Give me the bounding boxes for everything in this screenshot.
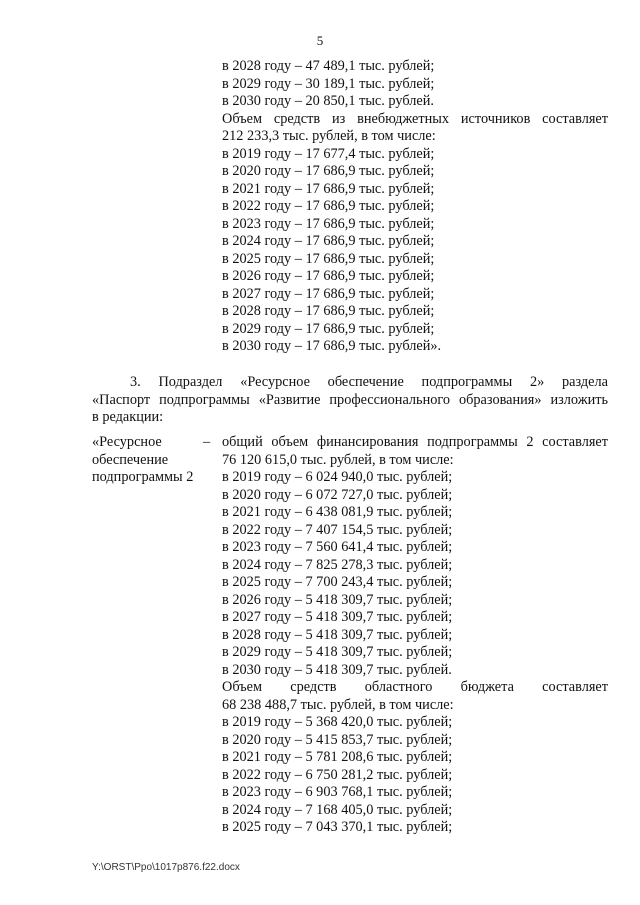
- funding-line: в 2030 году – 5 418 309,7 тыс. рублей.: [222, 661, 452, 678]
- funding-line: в 2019 году – 17 677,4 тыс. рублей;: [222, 145, 435, 162]
- regional-budget-amount: 68 238 488,7 тыс. рублей, в том числе:: [222, 696, 454, 713]
- funding-line: в 2022 году – 6 750 281,2 тыс. рублей;: [222, 766, 453, 783]
- funding-line: в 2030 году – 17 686,9 тыс. рублей».: [222, 338, 442, 354]
- funding-line: в 2024 году – 7 168 405,0 тыс. рублей;: [222, 801, 453, 818]
- resource-values-column: [222, 434, 608, 837]
- extrabudgetary-total: 212 233,3 тыс. рублей, в том числе:: [222, 128, 436, 144]
- funding-line: в 2024 году – 17 686,9 тыс. рублей;: [222, 233, 435, 249]
- funding-line: в 2026 году – 17 686,9 тыс. рублей;: [222, 268, 435, 284]
- extrabudgetary-heading: Объем средств из внебюджетных источников составляет: [222, 110, 608, 127]
- funding-line: в 2021 году – 17 686,9 тыс. рублей;: [222, 180, 435, 197]
- funding-line: в 2023 году – 6 903 768,1 тыс. рублей;: [222, 784, 453, 800]
- funding-line: в 2022 году – 7 407 154,5 тыс. рублей;: [222, 521, 453, 538]
- funding-line: в 2021 году – 6 438 081,9 тыс. рублей;: [222, 504, 453, 520]
- dash-separator: –: [203, 434, 211, 450]
- funding-line: в 2020 году – 5 415 853,7 тыс. рублей;: [222, 731, 453, 748]
- funding-line: в 2027 году – 5 418 309,7 тыс. рублей;: [222, 609, 453, 625]
- funding-line: в 2019 году – 5 368 420,0 тыс. рублей;: [222, 714, 453, 730]
- paragraph-3: [92, 374, 608, 427]
- funding-line: в 2029 году – 30 189,1 тыс. рублей;: [222, 75, 435, 92]
- total-funding-amount: 76 120 615,0 тыс. рублей, в том числе:: [222, 451, 454, 468]
- funding-line: в 2027 году – 17 686,9 тыс. рублей;: [222, 285, 435, 302]
- file-path-footer: Y:\ORST\Ppo\1017p876.f22.docx: [92, 862, 240, 873]
- funding-line: в 2026 году – 5 418 309,7 тыс. рублей;: [222, 591, 453, 608]
- funding-line: в 2025 году – 17 686,9 тыс. рублей;: [222, 250, 435, 267]
- funding-line: в 2029 году – 17 686,9 тыс. рублей;: [222, 320, 435, 337]
- funding-line: в 2030 году – 20 850,1 тыс. рублей.: [222, 93, 434, 109]
- total-funding-heading: общий объем финансирования подпрограммы 2 составляет: [222, 434, 608, 450]
- resource-label-line: «Ресурсное: [92, 434, 162, 450]
- paragraph-3-line: 3. Подраздел «Ресурсное обеспечение подпрограммы 2» раздела: [130, 374, 608, 390]
- resource-label-line: подпрограммы 2: [92, 469, 194, 485]
- funding-line: в 2028 году – 47 489,1 тыс. рублей;: [222, 58, 435, 74]
- paragraph-3-line: в редакции:: [92, 409, 164, 425]
- funding-line: в 2028 году – 5 418 309,7 тыс. рублей;: [222, 626, 453, 643]
- page-number: 5: [316, 33, 324, 48]
- funding-line: в 2020 году – 6 072 727,0 тыс. рублей;: [222, 486, 453, 503]
- dash-column: [203, 434, 217, 452]
- funding-line: в 2023 году – 17 686,9 тыс. рублей;: [222, 215, 435, 232]
- top-funding-block: [222, 58, 608, 356]
- funding-line: в 2029 году – 5 418 309,7 тыс. рублей;: [222, 644, 453, 660]
- funding-line: в 2022 году – 17 686,9 тыс. рублей;: [222, 198, 435, 214]
- funding-line: в 2025 году – 7 043 370,1 тыс. рублей;: [222, 819, 453, 835]
- resource-label-column: [92, 434, 212, 487]
- funding-line: в 2021 году – 5 781 208,6 тыс. рублей;: [222, 749, 453, 765]
- funding-line: в 2025 году – 7 700 243,4 тыс. рублей;: [222, 574, 453, 590]
- funding-line: в 2020 году – 17 686,9 тыс. рублей;: [222, 163, 435, 179]
- resource-label-line: обеспечение: [92, 451, 169, 468]
- funding-line: в 2024 году – 7 825 278,3 тыс. рублей;: [222, 556, 453, 573]
- funding-line: в 2023 году – 7 560 641,4 тыс. рублей;: [222, 539, 453, 555]
- regional-budget-heading: Объем средств областного бюджета составляет: [222, 679, 608, 695]
- funding-line: в 2028 году – 17 686,9 тыс. рублей;: [222, 303, 435, 319]
- funding-line: в 2019 году – 6 024 940,0 тыс. рублей;: [222, 469, 453, 485]
- paragraph-3-line: «Паспорт подпрограммы «Развитие профессионального образования» изложить: [92, 391, 608, 408]
